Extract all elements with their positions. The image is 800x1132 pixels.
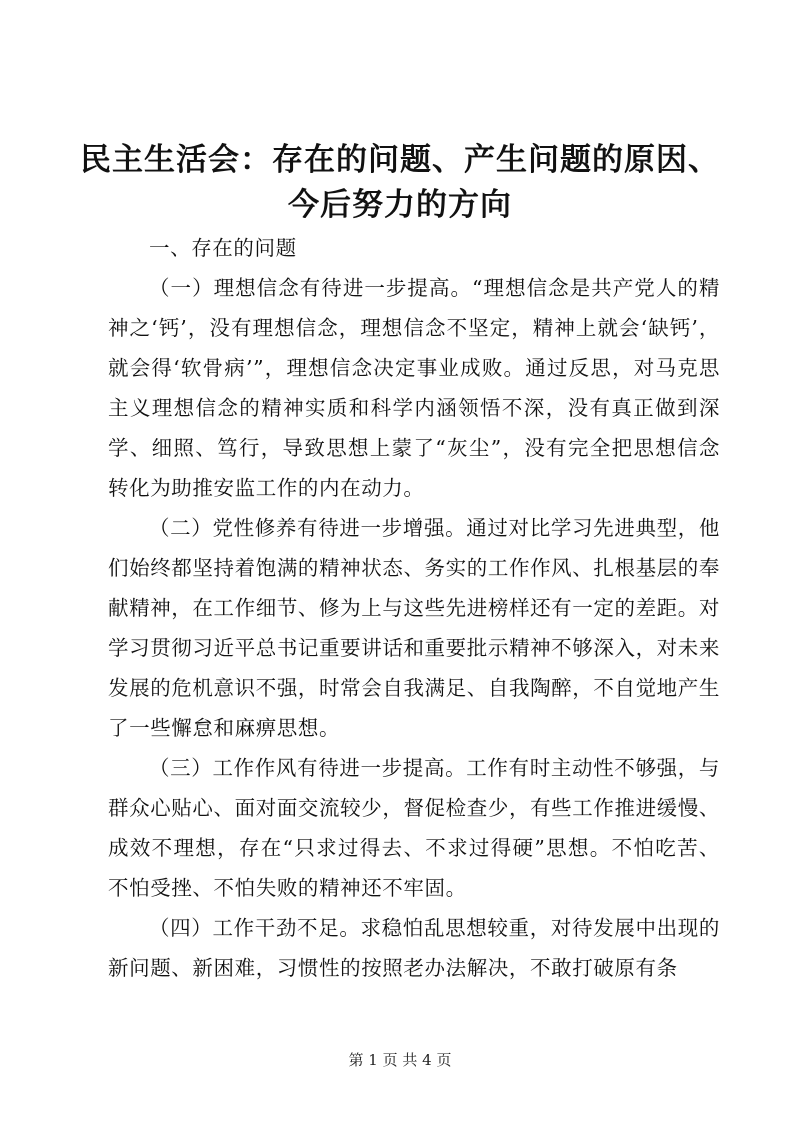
page-number-footer: 第 1 页 共 4 页 [348, 1051, 452, 1069]
document-title [80, 138, 720, 228]
paragraph: （一）理想信念有待进一步提高。“理想信念是共产党人的精神之‘钙’，没有理想信念，理想信念不坚定，精神上就会‘缺钙’，就会得‘软骨病’”，理想信念决定事业成败。通过反思，对马克思主义理想信念的精神实质和科学内涵领悟不深，没有真正做到深学、细照、笃行，导致思想上蒙了“灰尘”，没有完全把思想信念转化为助推安监工作的内在动力。 [108, 276, 720, 500]
paragraph: （三）工作作风有待进一步提高。工作有时主动性不够强，与群众心贴心、面对面交流较少，督促检查少，有些工作推进缓慢、成效不理想，存在“只求过得去、不求过得硬”思想。不怕吃苦、不怕受挫、不怕失败的精神还不牢固。 [108, 756, 720, 900]
document-body [108, 228, 720, 988]
title-line-2: 今后努力的方向 [288, 187, 512, 223]
paragraph: （四）工作干劲不足。求稳怕乱思想较重，对待发展中出现的新问题、新困难，习惯性的按照老办法解决，不敢打破原有条 [108, 916, 720, 980]
paragraph: （二）党性修养有待进一步增强。通过对比学习先进典型，他们始终都坚持着饱满的精神状态、务实的工作作风、扎根基层的奉献精神，在工作细节、修为上与这些先进榜样还有一定的差距。对学习贯彻习近平总书记重要讲话和重要批示精神不够深入，对未来发展的危机意识不强，时常会自我满足、自我陶醉，不自觉地产生了一些懈怠和麻痹思想。 [108, 516, 720, 740]
section-heading: 一、存在的问题 [149, 236, 297, 260]
title-line-1: 民主生活会：存在的问题、产生问题的原因、 [80, 142, 720, 178]
